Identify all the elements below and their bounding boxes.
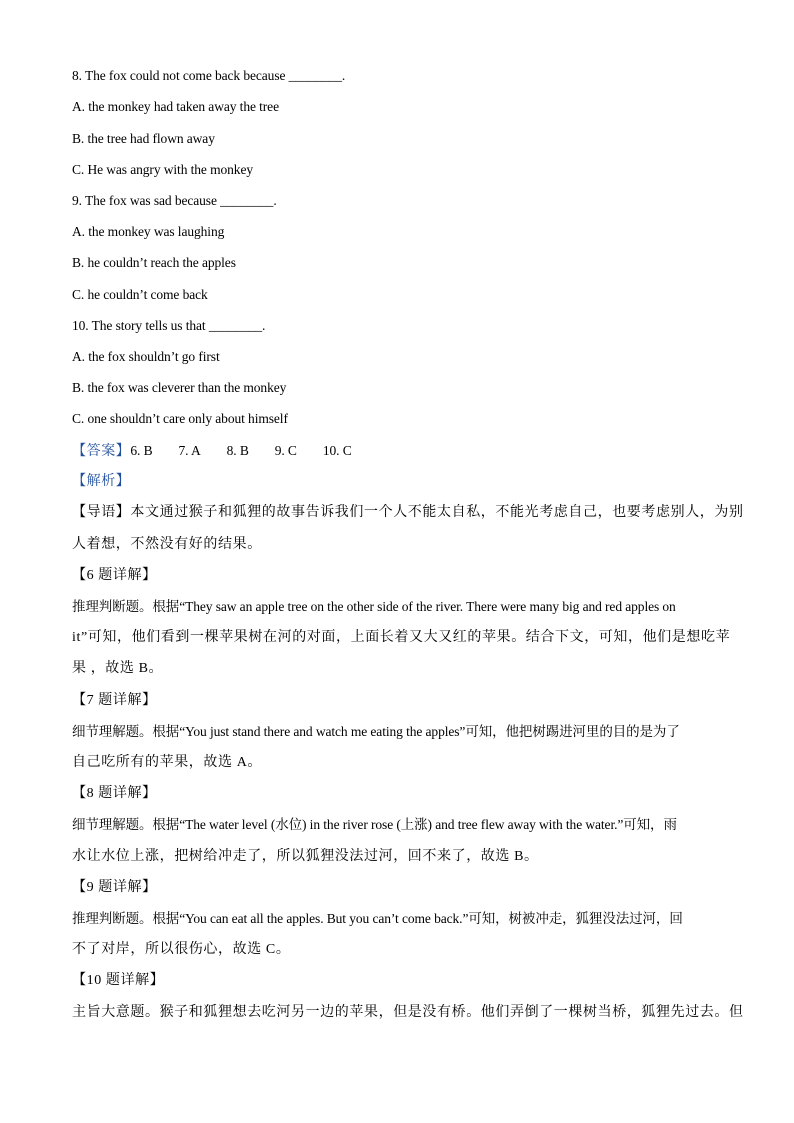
detail-7-line-2: 自己吃所有的苹果，故选 A。 bbox=[72, 755, 263, 770]
q10-option-b: B. the fox was cleverer than the monkey bbox=[72, 380, 287, 395]
detail-8-line-2: 水让水位上涨，把树给冲走了，所以狐狸没法过河，回不来了，故选 B。 bbox=[72, 849, 539, 864]
answer-row bbox=[72, 441, 722, 462]
detail-9-line-1: 推理判断题。根据“You can eat all the apples. But you can’t come back.”可知，树被冲走，狐狸没法过河，回 bbox=[72, 911, 683, 926]
q8-option-a: A. the monkey had taken away the tree bbox=[72, 99, 279, 114]
detail-9-title: 【9 题详解】 bbox=[72, 880, 157, 895]
detail-9-line-2: 不了对岸，所以很伤心，故选 C。 bbox=[72, 942, 291, 957]
detail-10-line-1: 主旨大意题。猴子和狐狸想去吃河另一边的苹果，但是没有桥。他们弄倒了一棵树当桥，狐狸先过去。但 bbox=[72, 1005, 744, 1020]
q8-option-c: C. He was angry with the monkey bbox=[72, 162, 253, 177]
detail-7-line-1: 细节理解题。根据“You just stand there and watch me eating the apples”可知，他把树踢进河里的目的是为了 bbox=[72, 724, 680, 739]
q8-stem: 8. The fox could not come back because ________. bbox=[72, 68, 346, 83]
answer-item: 9. C bbox=[274, 443, 297, 458]
q10-stem: 10. The story tells us that ________. bbox=[72, 318, 266, 333]
detail-7-title: 【7 题详解】 bbox=[72, 693, 157, 708]
detail-8-title: 【8 题详解】 bbox=[72, 786, 157, 801]
q10-option-a: A. the fox shouldn’t go first bbox=[72, 349, 220, 364]
detail-6-line-3: 果 ，故选 B。 bbox=[72, 661, 164, 676]
answer-item: 7. A bbox=[178, 443, 201, 458]
detail-6-line-2: it”可知，他们看到一棵苹果树在河的对面，上面长着又大又红的苹果。结合下文，可知，他们是想吃苹 bbox=[72, 630, 731, 645]
intro-line-2: 人着想，不然没有好的结果。 bbox=[72, 537, 262, 552]
q9-option-a: A. the monkey was laughing bbox=[72, 224, 225, 239]
q8-option-b: B. the tree had flown away bbox=[72, 131, 215, 146]
answer-item: 10. C bbox=[322, 443, 352, 458]
q9-stem: 9. The fox was sad because ________. bbox=[72, 193, 277, 208]
detail-10-title: 【10 题详解】 bbox=[72, 973, 165, 988]
answer-item: 8. B bbox=[226, 443, 249, 458]
q10-option-c: C. one shouldn’t care only about himself bbox=[72, 411, 288, 426]
q9-option-b: B. he couldn’t reach the apples bbox=[72, 255, 236, 270]
detail-8-line-1: 细节理解题。根据“The water level (水位) in the river rose (上涨) and tree flew away with the water.”可知，雨 bbox=[72, 817, 677, 832]
answer-label: 【答案】 bbox=[72, 444, 131, 459]
intro-line-1: 【导语】本文通过猴子和狐狸的故事告诉我们一个人不能太自私，不能光考虑自己，也要考虑别人，为别 bbox=[72, 505, 744, 520]
detail-6-line-1: 推理判断题。根据“They saw an apple tree on the other side of the river. There were many big and red apples on bbox=[72, 599, 676, 614]
detail-6-title: 【6 题详解】 bbox=[72, 568, 157, 583]
q9-option-c: C. he couldn’t come back bbox=[72, 287, 208, 302]
analysis-label: 【解析】 bbox=[72, 474, 131, 489]
answer-item: 6. B bbox=[130, 443, 153, 458]
